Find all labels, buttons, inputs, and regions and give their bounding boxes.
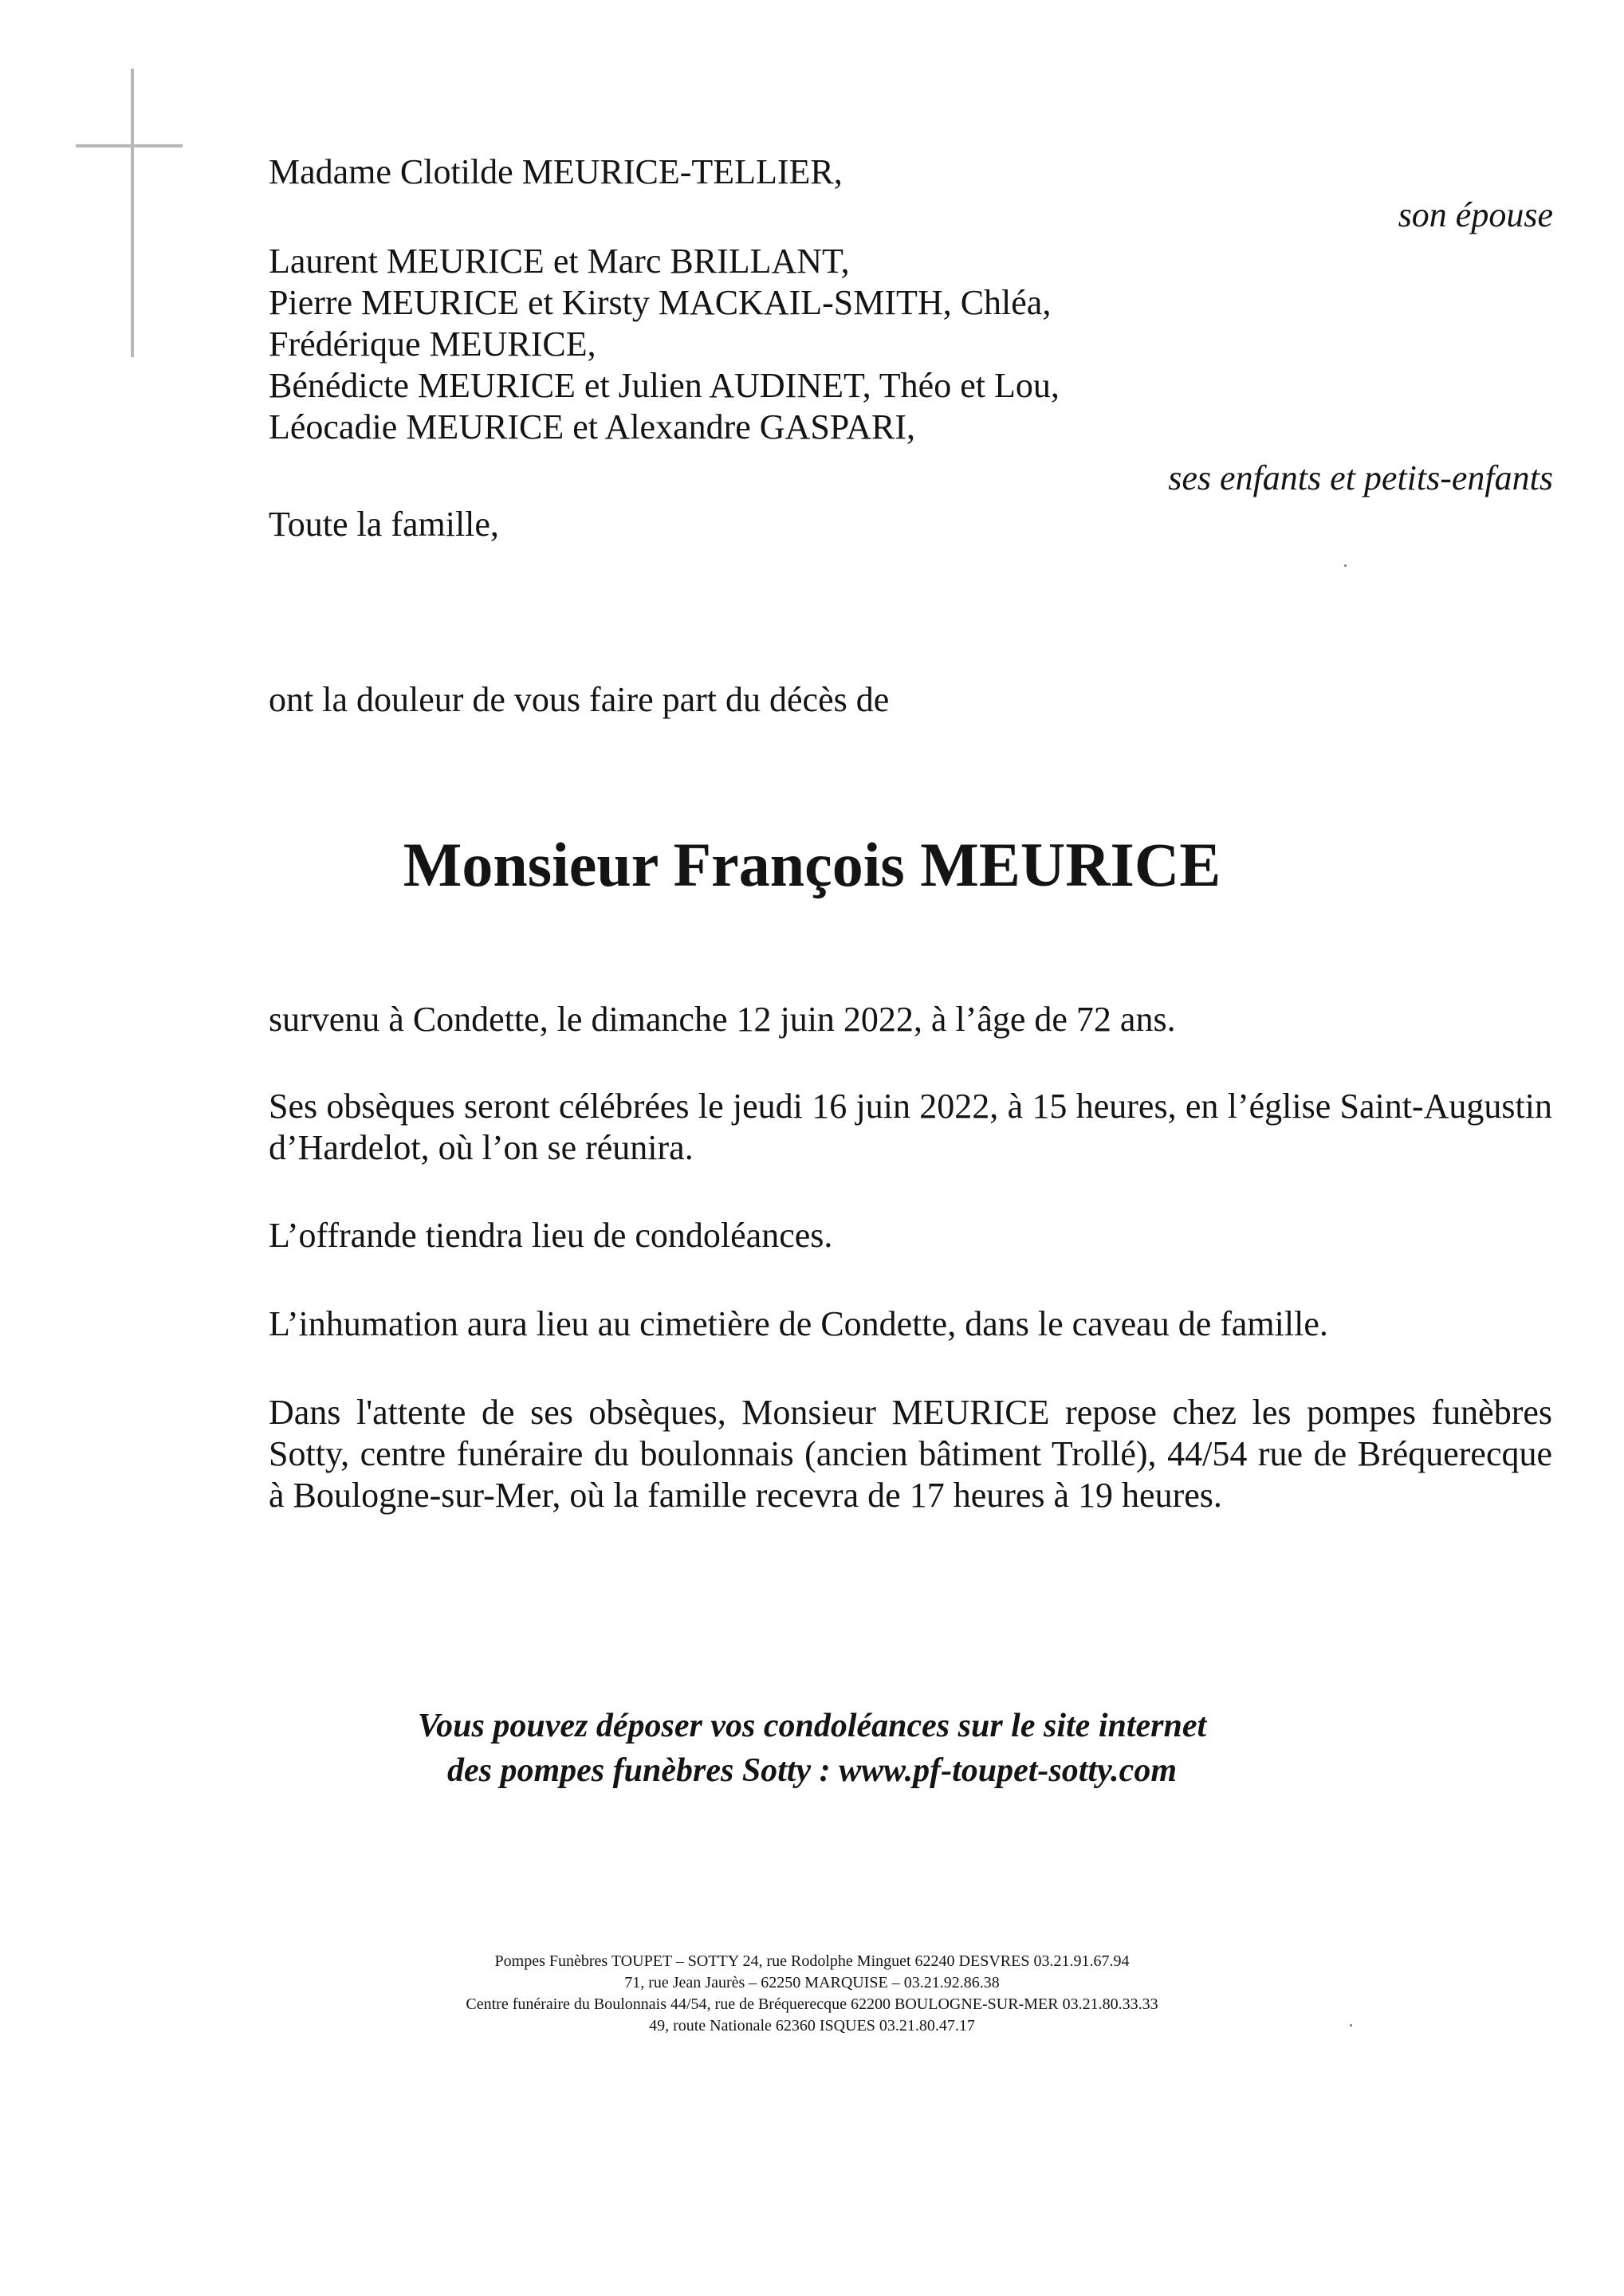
wife-line: Madame Clotilde MEURICE-TELLIER, — [269, 152, 843, 191]
cross-horizontal-bar — [76, 144, 183, 147]
offering-paragraph: L’offrande tiendra lieu de condoléances. — [269, 1216, 833, 1255]
footer-line: 49, route Nationale 62360 ISQUES 03.21.80.47.17 — [649, 2017, 975, 2035]
children-line: Léocadie MEURICE et Alexandre GASPARI, — [269, 407, 916, 446]
condolences-line: Vous pouvez déposer vos condoléances sur le site internet — [417, 1708, 1207, 1744]
deceased-name: Monsieur François MEURICE — [403, 830, 1221, 899]
footer-line: Centre funéraire du Boulonnais 44/54, rue de Bréquerecque 62200 BOULOGNE-SUR-MER 03.21.80.33.33 — [466, 1995, 1158, 2013]
viewing-paragraph: Dans l'attente de ses obsèques, Monsieur MEURICE repose chez les pompes funèbres Sotty, centre funéraire du boulonnais (ancien bâtiment Trollé), 44/54 rue de Bréquerecque à Boulogne-sur-Mer, où la famille recevra de 17 heures à 19 heures. — [269, 1393, 1552, 1515]
footer-line: 71, rue Jean Jaurès – 62250 MARQUISE – 03.21.92.86.38 — [624, 1974, 1000, 1991]
footer-line: Pompes Funèbres TOUPET – SOTTY 24, rue Rodolphe Minguet 62240 DESVRES 03.21.91.67.94 — [494, 1952, 1130, 1970]
condolences-notice — [0, 1704, 1624, 1793]
children-line: Pierre MEURICE et Kirsty MACKAIL-SMITH, Chléa, — [269, 283, 1052, 322]
cross-vertical-bar — [131, 69, 134, 357]
children-line: Bénédicte MEURICE et Julien AUDINET, Théo et Lou, — [269, 366, 1060, 405]
children-line: Laurent MEURICE et Marc BRILLANT, — [269, 242, 850, 281]
burial-paragraph: L’inhumation aura lieu au cimetière de Condette, dans le caveau de famille. — [269, 1304, 1328, 1343]
funeral-home-footer — [0, 1951, 1624, 2037]
children-role: ses enfants et petits-enfants — [1168, 458, 1553, 497]
death-paragraph: survenu à Condette, le dimanche 12 juin 2022, à l’âge de 72 ans. — [269, 1000, 1176, 1039]
scan-speck — [1344, 564, 1347, 567]
announcement-text: ont la douleur de vous faire part du décès de — [269, 680, 890, 719]
family-line: Toute la famille, — [269, 505, 499, 544]
wife-role: son épouse — [1398, 195, 1553, 234]
funeral-paragraph: Ses obsèques seront célébrées le jeudi 16 juin 2022, à 15 heures, en l’église Saint-Augustin d’Hardelot, où l’on se réunira. — [269, 1087, 1552, 1167]
scan-speck — [1350, 2024, 1352, 2027]
condolences-website-line[interactable]: des pompes funèbres Sotty : www.pf-toupet-sotty.com — [447, 1752, 1177, 1789]
children-line: Frédérique MEURICE, — [269, 324, 596, 364]
